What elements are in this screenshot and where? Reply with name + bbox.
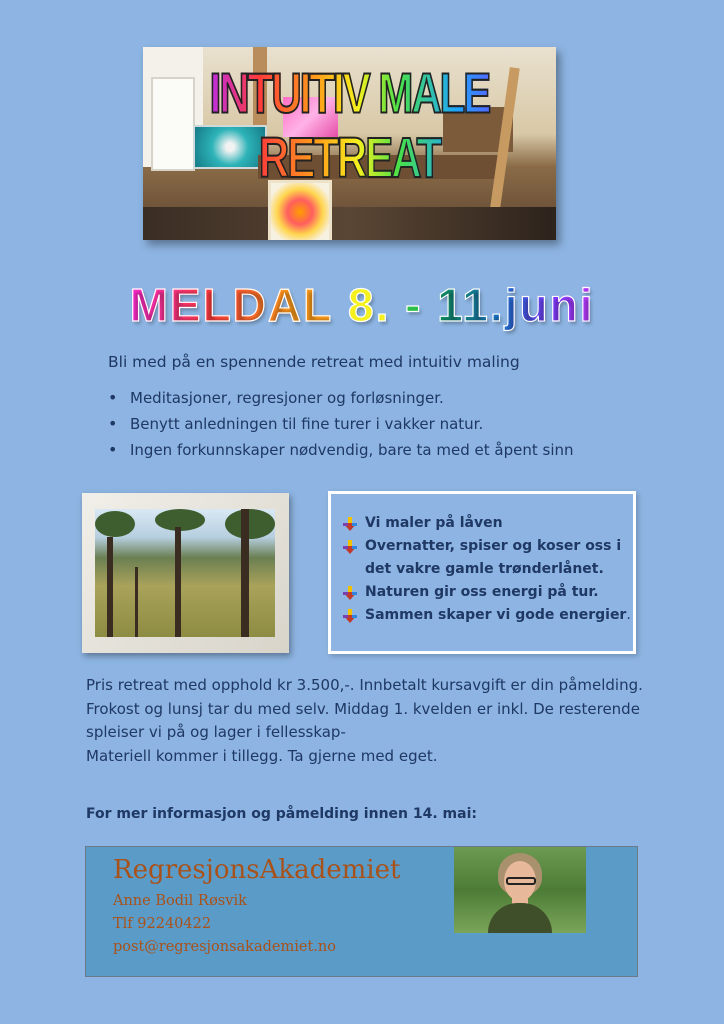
contact-phone[interactable]: Tlf 92240422 bbox=[113, 916, 212, 932]
headline-start-day: 8. bbox=[347, 279, 391, 331]
arrow-bullet-icon bbox=[343, 586, 357, 600]
price-line: spleiser vi på og lager i fellesskap- bbox=[86, 723, 346, 741]
arrow-bullet-icon bbox=[343, 609, 357, 623]
floor bbox=[143, 207, 556, 240]
list-item bbox=[343, 512, 635, 535]
body bbox=[488, 903, 552, 933]
tree-crown bbox=[95, 511, 135, 537]
headline-end-day: 11. bbox=[437, 279, 505, 331]
contact-portrait bbox=[454, 847, 586, 933]
bullet-list bbox=[105, 385, 574, 463]
tree-trunk bbox=[107, 537, 113, 637]
contact-box bbox=[85, 846, 638, 977]
tree-crown bbox=[225, 509, 275, 539]
list-item: • Benytt anledningen til fine turer i vakker natur. bbox=[105, 411, 574, 437]
tree-trunk bbox=[241, 509, 249, 637]
headline-month: juni bbox=[504, 279, 595, 331]
list-item bbox=[343, 581, 635, 604]
intro-text: Bli med på en spennende retreat med intuitiv maling bbox=[108, 353, 520, 371]
tree-trunk bbox=[175, 527, 181, 637]
highlights-list bbox=[343, 512, 635, 627]
list-item bbox=[343, 535, 635, 581]
headline-place: MELDAL bbox=[129, 279, 334, 331]
tree-trunk bbox=[135, 567, 138, 637]
retreat-title: INTUITIV MALE RETREAT bbox=[143, 61, 556, 191]
date-headline bbox=[0, 278, 724, 332]
contact-name: Anne Bodil Røsvik bbox=[113, 893, 247, 909]
photo-frame bbox=[82, 493, 289, 653]
price-line: Pris retreat med opphold kr 3.500,-. Innbetalt kursavgift er din påmelding. bbox=[86, 676, 643, 694]
contact-email[interactable]: post@regresjonsakademiet.no bbox=[113, 939, 336, 955]
headline-dash: - bbox=[405, 279, 423, 331]
highlight-text: Sammen skaper vi gode energier bbox=[365, 607, 627, 623]
list-item: • Ingen forkunnskaper nødvendig, bare ta med et åpent sinn bbox=[105, 437, 574, 463]
highlight-text: Naturen gir oss energi på tur. bbox=[365, 584, 599, 600]
nature-photo bbox=[95, 509, 275, 637]
more-info-heading: For mer informasjon og påmelding innen 14. mai: bbox=[86, 806, 477, 822]
highlight-text: Overnatter, spiser og koser oss i det vakre gamle trønderlånet. bbox=[365, 538, 622, 577]
highlights-box bbox=[328, 491, 636, 654]
organization-name: RegresjonsAkademiet bbox=[113, 855, 401, 885]
price-line: Materiell kommer i tillegg. Ta gjerne med eget. bbox=[86, 746, 438, 765]
list-item: • Meditasjoner, regresjoner og forløsninger. bbox=[105, 385, 574, 411]
price-info bbox=[86, 674, 646, 768]
highlight-text: Vi maler på låven bbox=[365, 515, 503, 531]
highlight-tail: . bbox=[626, 607, 631, 623]
header-photo bbox=[143, 47, 556, 240]
price-line: Frokost og lunsj tar du med selv. Middag 1. kvelden er inkl. De resterende bbox=[86, 699, 640, 718]
list-item bbox=[343, 604, 635, 627]
arrow-bullet-icon bbox=[343, 540, 357, 554]
arrow-bullet-icon bbox=[343, 517, 357, 531]
glasses-icon bbox=[506, 877, 536, 885]
